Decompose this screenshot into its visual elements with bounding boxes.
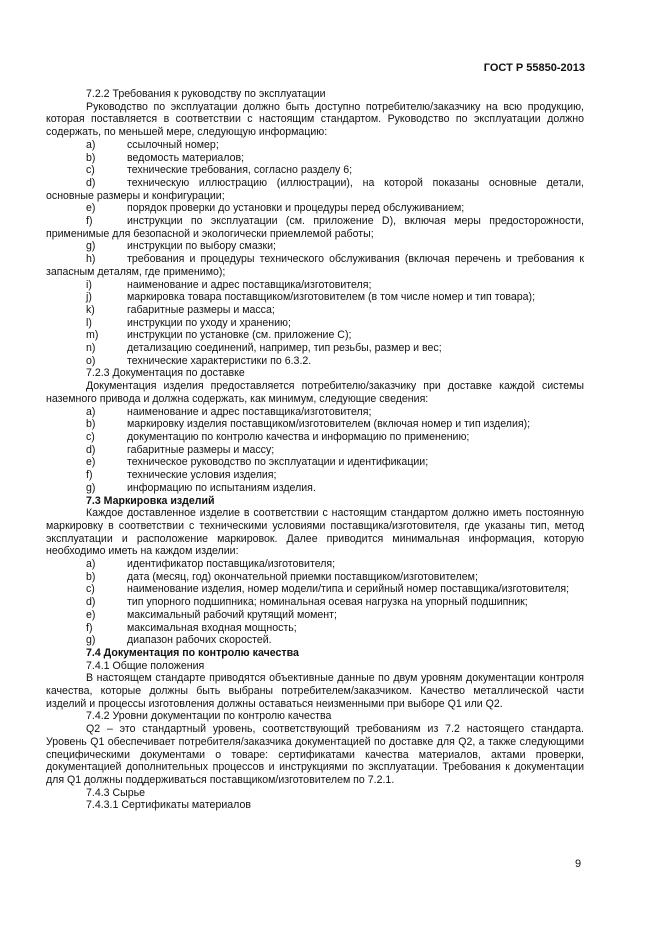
list-marker: a) bbox=[86, 405, 96, 418]
list-item-text: техническую иллюстрацию (иллюстрации), на которой показаны основные детали, основные размеры и конфигурации; bbox=[46, 176, 584, 202]
list-item-text: диапазон рабочих скоростей. bbox=[127, 634, 272, 647]
list-item bbox=[46, 482, 584, 495]
list-item bbox=[46, 139, 584, 152]
list-item bbox=[46, 634, 584, 647]
list-marker: i) bbox=[86, 278, 92, 291]
list-marker: h) bbox=[86, 253, 96, 266]
list-marker: l) bbox=[86, 316, 92, 329]
list-marker: f) bbox=[86, 621, 93, 634]
list-marker: a) bbox=[86, 558, 96, 571]
section-heading: 7.4 Документация по контролю качества bbox=[86, 646, 299, 659]
list-item-text: тип упорного подшипника; номинальная осевая нагрузка на упорный подшипник; bbox=[127, 596, 528, 609]
list-item bbox=[46, 215, 584, 240]
section-heading: 7.4.1 Общие положения bbox=[86, 659, 205, 672]
list-item-text: информацию по испытаниям изделия. bbox=[127, 481, 316, 494]
list-item bbox=[46, 571, 584, 584]
list-marker: e) bbox=[86, 202, 96, 215]
section-heading: 7.2.2 Требования к руководству по эксплуатации bbox=[86, 88, 326, 100]
list-item bbox=[46, 164, 584, 177]
list-item bbox=[46, 317, 584, 330]
section-heading: 7.2.3 Документация по доставке bbox=[86, 367, 245, 380]
list-item bbox=[46, 418, 584, 431]
list-marker: e) bbox=[86, 456, 96, 469]
list-item bbox=[46, 406, 584, 419]
list-marker: a) bbox=[86, 138, 96, 151]
list-item-text: инструкции по выбору смазки; bbox=[127, 240, 276, 253]
list-item-text: документацию по контролю качества и информацию по применению; bbox=[127, 430, 470, 443]
list-item-text: техническое руководство по эксплуатации и идентификации; bbox=[127, 456, 429, 469]
list-item-text: инструкции по установке (см. приложение С); bbox=[127, 329, 352, 342]
list-item bbox=[46, 202, 584, 215]
list-item bbox=[46, 342, 584, 355]
list-marker: c) bbox=[86, 583, 95, 596]
list-item bbox=[46, 177, 584, 202]
section-heading: 7.3 Маркировка изделий bbox=[86, 494, 215, 507]
list-item-text: максимальный рабочий крутящий момент; bbox=[127, 608, 337, 621]
list-marker: b) bbox=[86, 151, 96, 164]
list-marker: g) bbox=[86, 634, 96, 647]
list-item bbox=[46, 291, 584, 304]
list-item-text: технические требования, согласно разделу 6; bbox=[127, 164, 353, 177]
list-marker: d) bbox=[86, 596, 96, 609]
list-item-text: дата (месяц, год) окончательной приемки поставщиком/изготовителем; bbox=[127, 570, 478, 583]
list-item bbox=[46, 583, 584, 596]
list-item-text: наименование и адрес поставщика/изготовителя; bbox=[127, 278, 372, 291]
list-item bbox=[46, 622, 584, 635]
list-item bbox=[46, 304, 584, 317]
list-marker: d) bbox=[86, 443, 96, 456]
list-item-text: наименование изделия, номер модели/типа и серийный номер поставщика/изготовителя; bbox=[127, 583, 570, 596]
list-item bbox=[46, 355, 584, 368]
list-item bbox=[46, 240, 584, 253]
list-marker: g) bbox=[86, 481, 96, 494]
list-marker: d) bbox=[86, 176, 96, 189]
list-item-text: инструкции по уходу и хранению; bbox=[127, 316, 291, 329]
list-item-text: габаритные размеры и масса; bbox=[127, 303, 275, 316]
list-marker: e) bbox=[86, 608, 96, 621]
list-item bbox=[46, 329, 584, 342]
section-heading: 7.4.3 Сырье bbox=[86, 786, 146, 799]
list-item-text: ведомость материалов; bbox=[127, 151, 245, 164]
list-item-text: максимальная входная мощность; bbox=[127, 621, 297, 634]
list-item-text: технические характеристики по 6.3.2. bbox=[127, 354, 312, 367]
list-item-text: детализацию соединений, например, тип резьбы, размер и вес; bbox=[127, 342, 442, 355]
list-marker: b) bbox=[86, 570, 96, 583]
list-item bbox=[46, 253, 584, 278]
list-marker: c) bbox=[86, 430, 95, 443]
standard-number: ГОСТ Р 55850-2013 bbox=[483, 62, 585, 74]
list-item-text: идентификатор поставщика/изготовителя; bbox=[127, 558, 336, 571]
list-marker: g) bbox=[86, 240, 96, 253]
paragraph: Руководство по эксплуатации должно быть доступно потребителю/заказчику на всю продукцию, которая поставляется в соответствии с настоящим стандартом. Руководство по эксплуатации должно содержать, по меньшей мере, следующую информацию: bbox=[46, 100, 584, 139]
list-item-text: инструкции по эксплуатации (см. приложение D), включая меры предосторожности, применимые для безопасной и экологически приемлемой работы; bbox=[46, 215, 584, 240]
list-item-text: технические условия изделия; bbox=[127, 469, 277, 482]
list-marker: k) bbox=[86, 303, 95, 316]
list-marker: o) bbox=[86, 354, 96, 367]
paragraph: Документация изделия предоставляется потребителю/заказчику при доставке каждой системы наземного привода и должна содержать, как минимум, следующие сведения: bbox=[46, 380, 584, 405]
list-marker: f) bbox=[86, 215, 93, 228]
list-marker: f) bbox=[86, 469, 93, 482]
list-item-text: маркировку изделия поставщиком/изготовителем (включая номер и тип изделия); bbox=[127, 418, 531, 431]
list-item bbox=[46, 444, 584, 457]
paragraph: Каждое доставленное изделие в соответствии с настоящим стандартом должно иметь постоянную маркировку в соответствии с техническими условиями поставщика/изготовителя, где указаны тип, метод эксплуатации и расположение маркировок. Далее приводится минимальная информация, которую необходимо иметь на каждом изделии: bbox=[46, 507, 584, 558]
list-item bbox=[46, 431, 584, 444]
list-item bbox=[46, 469, 584, 482]
list-marker: n) bbox=[86, 342, 96, 355]
paragraph: В настоящем стандарте приводятся объективные данные по двум уровням документации контроля качества, которые должны быть выбраны потребителем/заказчиком. Качество металлической части изделий и процессы изготовления должны оставаться неизменными при выборе Q1 или Q2. bbox=[46, 672, 584, 710]
document-body bbox=[46, 88, 584, 812]
paragraph: Q2 – это стандартный уровень, соответствующий требованиям из 7.2 настоящего стандарта. Уровень Q1 обеспечивает потребителя/заказчика документацией по доставке для Q2, а также следующими специфическими документами о товаре: сертификатами качества материалов, актами проверки, документацией дополнительных процессов и инструкциями по эксплуатации. Требования к документации для Q1 должны поддерживаться поставщиком/изготовителем по 7.2.1. bbox=[46, 723, 584, 786]
list-item bbox=[46, 596, 584, 609]
list-item bbox=[46, 152, 584, 165]
list-marker: b) bbox=[86, 418, 96, 431]
page-number: 9 bbox=[575, 858, 582, 870]
list-item-text: маркировка товара поставщиком/изготовителем (в том числе номер и тип товара); bbox=[127, 291, 536, 304]
list-item bbox=[46, 456, 584, 469]
list-item bbox=[46, 609, 584, 622]
list-item-text: габаритные размеры и массу; bbox=[127, 443, 275, 456]
list-item bbox=[46, 279, 584, 292]
list-item-text: ссылочный номер; bbox=[127, 138, 219, 151]
list-marker: j) bbox=[86, 291, 92, 304]
list-item-text: наименование и адрес поставщика/изготовителя; bbox=[127, 405, 372, 418]
list-item-text: порядок проверки до установки и процедуры перед обслуживанием; bbox=[127, 202, 465, 215]
section-heading: 7.4.2 Уровни документации по контролю качества bbox=[86, 710, 332, 723]
list-item-text: требования и процедуры технического обслуживания (включая перечень и требования к запасным деталям, где применимо); bbox=[46, 253, 584, 278]
list-marker: m) bbox=[86, 329, 99, 342]
list-marker: c) bbox=[86, 164, 95, 177]
list-item bbox=[46, 558, 584, 571]
section-heading: 7.4.3.1 Сертификаты материалов bbox=[86, 799, 251, 812]
